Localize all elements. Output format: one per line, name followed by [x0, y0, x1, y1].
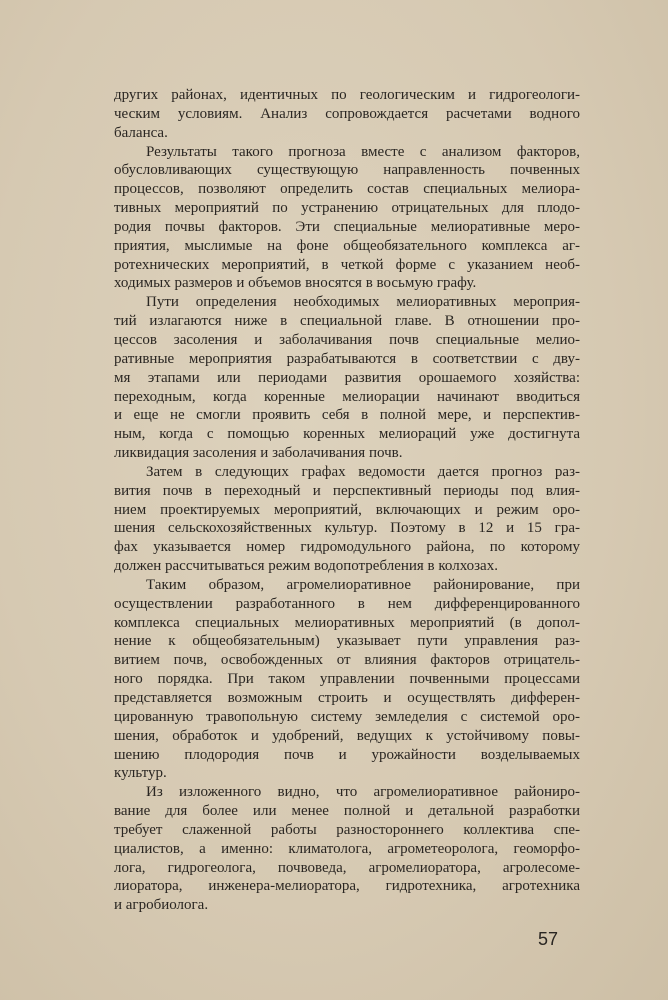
text-line: Пути определения необходимых мелиоративных мероприя- [146, 294, 580, 311]
text-line: должен рассчитываться режим водопотребления в колхозах. [114, 558, 498, 575]
text-line: тивных мероприятий по устранению отрицательных для плодо- [114, 200, 580, 217]
text-line: других районах, идентичных по геологическим и гидрогеологи- [114, 87, 580, 103]
text-line: обусловливающих существующую направленность почвенных [114, 162, 580, 179]
text-line: осуществлении разработанного в нем дифференцированного [114, 595, 580, 612]
paragraph [114, 783, 580, 915]
text-line: приятия, мыслимые на фоне общеобязательного комплекса аг- [114, 237, 580, 254]
page-number: 57 [538, 929, 559, 949]
paragraph [114, 293, 580, 463]
text-line: лиоратора, инженера-мелиоратора, гидротехника, агротехника [114, 878, 580, 895]
text-line: цессов засоления и заболачивания почв специальные мелио- [114, 331, 580, 348]
text-line: ликвидация засоления и заболачивания почв. [114, 445, 403, 462]
text-line: ротехнических мероприятий, в четкой форме с указанием необ- [114, 256, 580, 273]
text-line: ным, когда с помощью коренных мелиораций уже достигнута [114, 426, 580, 443]
text-line: и агробиолога. [114, 897, 209, 914]
paragraph [114, 463, 580, 576]
text-line: шения сельскохозяйственных культур. Поэтому в 12 и 15 гра- [114, 520, 580, 537]
text-line: цированную травопольную систему земледелия с системой оро- [114, 708, 580, 725]
text-line: Из изложенного видно, что агромелиоративное райониро- [146, 784, 580, 801]
paragraph [114, 86, 580, 143]
text-line: шения, обработок и удобрений, ведущих к устойчивому повы- [114, 727, 580, 744]
paragraph [114, 143, 580, 294]
text-line: фах указывается номер гидромодульного района, по которому [114, 539, 580, 556]
text-line: ративные мероприятия разрабатываются в соответствии с дву- [114, 350, 580, 367]
text-line: нием проектируемых мероприятий, включающих и режим оро- [114, 501, 580, 518]
text-line: нение к общеобязательным) указывает пути управления раз- [114, 633, 580, 650]
text-line: баланса. [114, 124, 168, 141]
text-line: циалистов, а именно: климатолога, агрометеоролога, геоморфо- [114, 840, 580, 857]
text-line: витием почв, освобожденных от влияния факторов отрицатель- [114, 652, 580, 669]
text-line: ходимых размеров и объемов вносятся в восьмую графу. [114, 275, 477, 292]
text-line: процессов, позволяют определить состав специальных мелиора- [114, 181, 580, 198]
text-line: и еще не смогли проявить себя в полной мере, и перспектив- [114, 407, 580, 424]
text-line: Затем в следующих графах ведомости дается прогноз раз- [146, 463, 580, 480]
text-line: шению плодородия почв и урожайности возделываемых [114, 746, 580, 763]
text-line: Таким образом, агромелиоративное районирование, при [146, 576, 580, 593]
text-line: требует слаженной работы разностороннего коллектива спе- [114, 821, 580, 838]
text-line: родия почвы факторов. Эти специальные мелиоративные меро- [114, 218, 580, 235]
text-line: комплекса специальных мелиоративных мероприятий (в допол- [114, 614, 580, 631]
text-line: тий излагаются ниже в специальной главе. В отношении про- [114, 313, 580, 330]
text-line: ного порядка. При таком управлении почвенными процессами [114, 671, 580, 688]
paragraph [114, 576, 580, 783]
text-line: переходным, когда коренные мелиорации начинают вводиться [114, 388, 580, 405]
text-line: культур. [114, 765, 167, 782]
text-line: лога, гидрогеолога, почвоведа, агромелиоратора, агролесоме- [114, 859, 580, 876]
text-line: ческим условиям. Анализ сопровождается расчетами водного [114, 105, 580, 122]
text-line: вание для более или менее полной и детальной разработки [114, 803, 580, 820]
body-text [114, 86, 580, 915]
text-line: представляется возможным строить и осуществлять дифферен- [114, 690, 580, 706]
text-line: мя этапами или периодами развития орошаемого хозяйства: [114, 369, 580, 386]
text-line: вития почв в переходный и перспективный периоды под влия- [114, 482, 580, 499]
text-line: Результаты такого прогноза вместе с анализом факторов, [146, 143, 580, 160]
